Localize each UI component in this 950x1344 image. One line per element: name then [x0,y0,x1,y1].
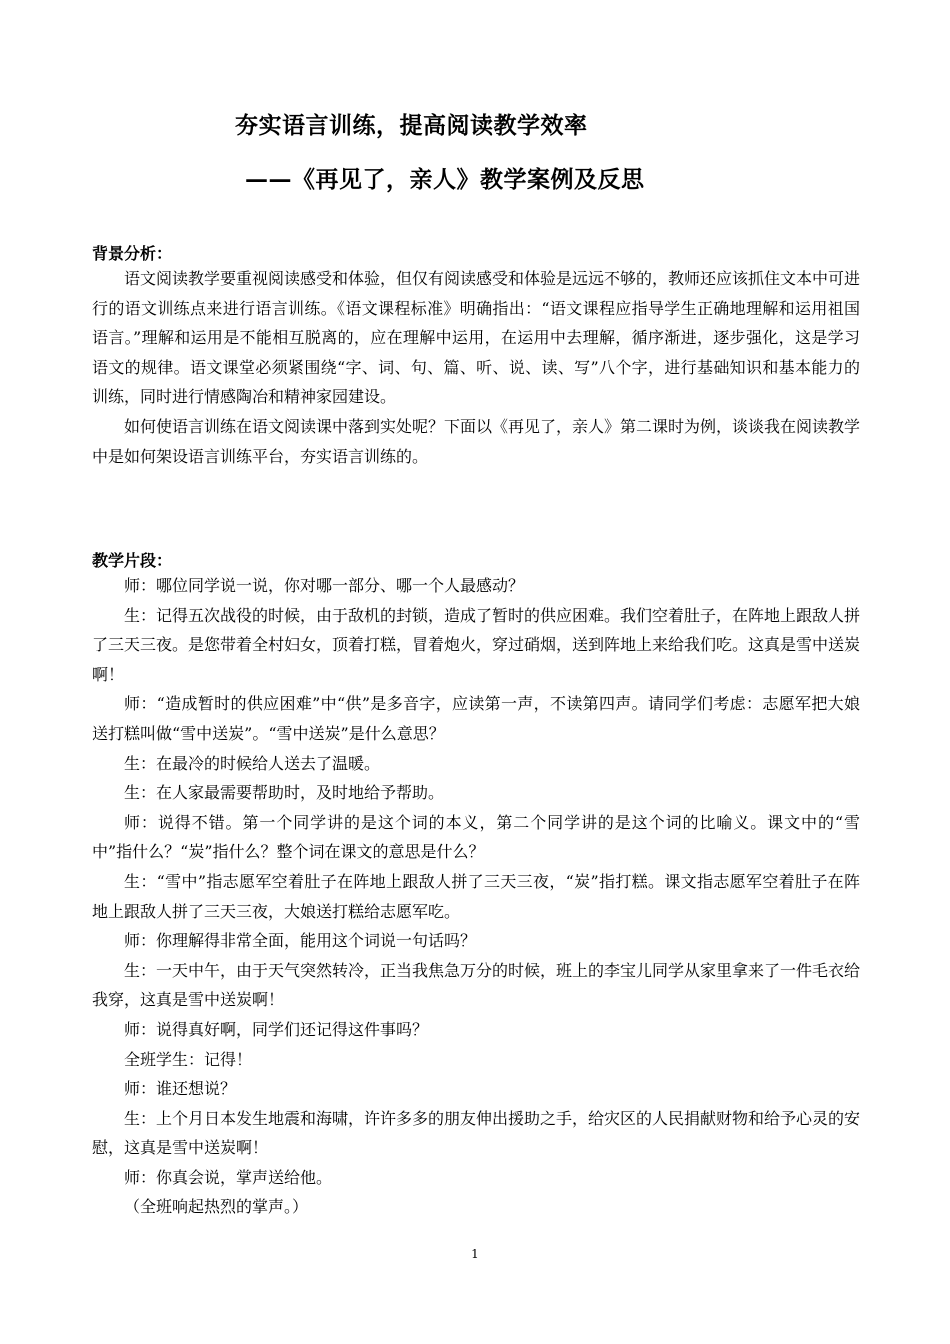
dialogue-line: 生：“雪中”指志愿军空着肚子在阵地上跟敌人拼了三天三夜，“炭”指打糕。课文指志愿军空着肚子在阵地上跟敌人拼了三天三夜，大娘送打糕给志愿军吃。 [92,871,860,921]
paragraph: 如何使语言训练在语文阅读课中落到实处呢？下面以《再见了，亲人》第二课时为例，谈谈我在阅读教学中是如何架设语言训练平台，夯实语言训练的。 [92,416,861,466]
document-subtitle: ——《再见了，亲人》教学案例及反思 [245,166,645,193]
dialogue-line: 师：说得真好啊，同学们还记得这件事吗？ [124,1019,429,1039]
dialogue-line: 生：记得五次战役的时候，由于敌机的封锁，造成了暂时的供应困难。我们空着肚子，在阵地上跟敌人拼了三天三夜。是您带着全村妇女，顶着打糕，冒着炮火，穿过硝烟，送到阵地上来给我们吃。这真是雪中送炭啊！ [92,605,861,684]
dialogue-line: （全班响起热烈的掌声。） [124,1197,309,1217]
section-body-background [92,264,860,471]
dialogue-line: 生：上个月日本发生地震和海啸，许许多多的朋友伸出援助之手，给灾区的人民捐献财物和给予心灵的安慰，这真是雪中送炭啊！ [92,1108,861,1158]
dialogue-line: 师：你真会说，掌声送给他。 [124,1167,333,1187]
dialogue-line: 生：在人家最需要帮助时，及时地给予帮助。 [124,783,445,803]
section-body-teaching-excerpt [92,571,860,1222]
dialogue-line: 师：“造成暂时的供应困难”中“供”是多音字，应读第一声，不读第四声。请同学们考虑：志愿军把大娘送打糕叫做“雪中送炭”。“雪中送炭”是什么意思？ [92,694,860,743]
paragraph: 语文阅读教学要重视阅读感受和体验，但仅有阅读感受和体验是远远不够的，教师还应该抓住文本中可进行的语文训练点来进行语言训练。《语文课程标准》明确指出：“语文课程应指导学生正确地理解和运用祖国语言。”理解和运用是不能相互脱离的，应在理解中运用，在运用中去理解，循序渐进，逐步强化，这是学习语文的规律。语文课堂必须紧围绕“字、词、句、篇、听、说、读、写”八个字，进行基础知识和基本能力的训练，同时进行情感陶冶和精神家园建设。 [92,269,861,407]
document-title: 夯实语言训练，提高阅读教学效率 [235,112,588,139]
dialogue-line: 全班学生：记得！ [124,1049,253,1069]
dialogue-line: 师：你理解得非常全面，能用这个词说一句话吗？ [124,931,477,951]
dialogue-line: 师：说得不错。第一个同学讲的是这个词的本义，第二个同学讲的是这个词的比喻义。课文中的“雪中”指什么？“炭”指什么？整个词在课文的意思是什么？ [92,812,860,862]
dialogue-line: 生：一天中午，由于天气突然转冷，正当我焦急万分的时候，班上的李宝儿同学从家里拿来了一件毛衣给我穿，这真是雪中送炭啊！ [92,960,861,1010]
section-heading-teaching-excerpt: 教学片段： [92,551,173,570]
dialogue-line: 生：在最冷的时候给人送去了温暖。 [124,753,381,773]
dialogue-line: 师：哪位同学说一说，你对哪一部分、哪一个人最感动？ [124,576,525,595]
dialogue-line: 师：谁还想说？ [124,1079,237,1099]
section-heading-background: 背景分析： [92,244,173,263]
page-number: 1 [471,1247,479,1261]
